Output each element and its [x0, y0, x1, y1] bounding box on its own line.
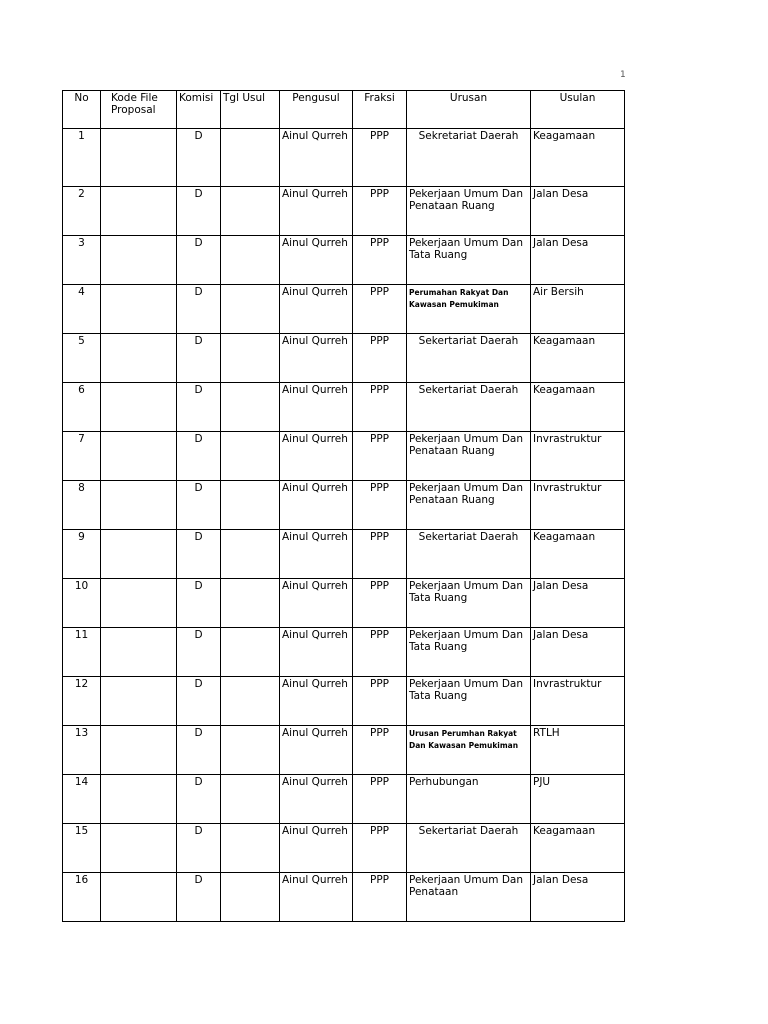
cell-pengusul-text: Ainul Qurreh [282, 629, 348, 641]
cell-fraksi-text: PPP [370, 384, 389, 396]
cell-no [63, 432, 101, 481]
cell-pengusul-text: Ainul Qurreh [282, 384, 348, 396]
cell-komisi [177, 628, 221, 677]
cell-usulan [531, 334, 625, 383]
cell-usulan [531, 873, 625, 922]
cell-no [63, 187, 101, 236]
cell-usulan [531, 677, 625, 726]
cell-urusan-text: Sekertariat Daerah [418, 825, 519, 837]
cell-fraksi [353, 873, 407, 922]
cell-usulan-text: Invrastruktur [533, 678, 602, 690]
cell-pengusul [280, 129, 353, 187]
cell-usulan-text: RTLH [533, 727, 560, 739]
cell-kode-file [101, 334, 177, 383]
cell-kode-file [101, 579, 177, 628]
cell-komisi-text: D [194, 776, 203, 788]
cell-pengusul [280, 530, 353, 579]
table-row [63, 677, 625, 726]
cell-fraksi [353, 285, 407, 334]
cell-urusan [407, 285, 531, 334]
cell-no-text: 13 [74, 727, 89, 739]
cell-usulan-text: Jalan Desa [533, 580, 589, 592]
cell-komisi [177, 775, 221, 824]
cell-pengusul-text: Ainul Qurreh [282, 482, 348, 494]
cell-no-text: 14 [74, 776, 89, 788]
cell-kode-file [101, 628, 177, 677]
cell-urusan-text: Sekertariat Daerah [418, 384, 519, 396]
cell-pengusul-text: Ainul Qurreh [282, 531, 348, 543]
cell-komisi-text: D [194, 188, 203, 200]
header-row [63, 91, 625, 129]
cell-urusan-text: Pekerjaan Umum Dan Tata Ruang [409, 580, 523, 604]
cell-urusan-text: Pekerjaan Umum Dan Tata Ruang [409, 237, 523, 261]
cell-kode-file [101, 677, 177, 726]
cell-pengusul [280, 383, 353, 432]
cell-pengusul-text: Ainul Qurreh [282, 776, 348, 788]
cell-fraksi-text: PPP [370, 286, 389, 298]
cell-kode-file [101, 129, 177, 187]
cell-tgl-usul [221, 236, 280, 285]
cell-pengusul-text: Ainul Qurreh [282, 237, 348, 249]
cell-komisi-text: D [194, 237, 203, 249]
cell-usulan [531, 481, 625, 530]
cell-urusan [407, 726, 531, 775]
cell-kode-file [101, 187, 177, 236]
cell-fraksi-text: PPP [370, 678, 389, 690]
cell-pengusul-text: Ainul Qurreh [282, 874, 348, 886]
cell-urusan [407, 677, 531, 726]
cell-fraksi-text: PPP [370, 335, 389, 347]
cell-fraksi-text: PPP [370, 874, 389, 886]
cell-urusan [407, 579, 531, 628]
table-row [63, 775, 625, 824]
cell-urusan [407, 383, 531, 432]
table-row [63, 530, 625, 579]
cell-pengusul [280, 236, 353, 285]
cell-usulan [531, 726, 625, 775]
header-usulan: Usulan [531, 91, 625, 129]
cell-fraksi [353, 129, 407, 187]
cell-tgl-usul [221, 775, 280, 824]
cell-komisi-text: D [194, 727, 203, 739]
cell-tgl-usul [221, 334, 280, 383]
cell-no [63, 530, 101, 579]
cell-usulan [531, 187, 625, 236]
cell-fraksi [353, 628, 407, 677]
cell-no-text: 11 [74, 629, 89, 641]
proposal-table [62, 90, 625, 922]
cell-urusan [407, 873, 531, 922]
cell-pengusul [280, 726, 353, 775]
cell-urusan-text: Pekerjaan Umum Dan Penataan Ruang [409, 433, 523, 457]
cell-urusan [407, 775, 531, 824]
cell-urusan-text: Perumahan Rakyat Dan Kawasan Pemukiman [409, 288, 509, 309]
cell-no [63, 236, 101, 285]
cell-pengusul [280, 677, 353, 726]
cell-pengusul [280, 824, 353, 873]
cell-usulan [531, 775, 625, 824]
cell-urusan [407, 129, 531, 187]
cell-komisi [177, 383, 221, 432]
cell-tgl-usul [221, 824, 280, 873]
cell-komisi [177, 481, 221, 530]
table-row [63, 824, 625, 873]
cell-fraksi [353, 432, 407, 481]
table-row [63, 579, 625, 628]
cell-no-text: 2 [78, 188, 85, 200]
cell-kode-file [101, 873, 177, 922]
cell-pengusul-text: Ainul Qurreh [282, 727, 348, 739]
table-row [63, 873, 625, 922]
cell-kode-file [101, 383, 177, 432]
cell-no [63, 628, 101, 677]
cell-komisi-text: D [194, 433, 203, 445]
cell-kode-file [101, 530, 177, 579]
table-row [63, 628, 625, 677]
cell-urusan-text: Urusan Perumhan Rakyat Dan Kawasan Pemukiman [409, 729, 519, 750]
cell-no-text: 16 [74, 874, 89, 886]
cell-no [63, 726, 101, 775]
cell-urusan-text: Pekerjaan Umum Dan Tata Ruang [409, 629, 523, 653]
cell-kode-file [101, 236, 177, 285]
cell-fraksi-text: PPP [370, 237, 389, 249]
cell-tgl-usul [221, 628, 280, 677]
cell-pengusul [280, 285, 353, 334]
cell-komisi [177, 579, 221, 628]
cell-urusan [407, 334, 531, 383]
cell-komisi [177, 873, 221, 922]
table-row [63, 481, 625, 530]
cell-urusan [407, 530, 531, 579]
cell-no-text: 6 [78, 384, 85, 396]
cell-fraksi [353, 383, 407, 432]
cell-pengusul-text: Ainul Qurreh [282, 433, 348, 445]
table-row [63, 236, 625, 285]
cell-no-text: 12 [74, 678, 89, 690]
cell-no-text: 1 [78, 130, 85, 142]
cell-usulan [531, 432, 625, 481]
cell-fraksi-text: PPP [370, 188, 389, 200]
cell-usulan-text: PJU [533, 776, 551, 788]
cell-pengusul [280, 187, 353, 236]
cell-urusan-text: Pekerjaan Umum Dan Tata Ruang [409, 678, 523, 702]
cell-komisi-text: D [194, 482, 203, 494]
cell-no-text: 10 [74, 580, 89, 592]
cell-urusan-text: Sekertariat Daerah [418, 335, 519, 347]
cell-fraksi-text: PPP [370, 531, 389, 543]
cell-usulan-text: Keagamaan [533, 531, 596, 543]
cell-fraksi-text: PPP [370, 130, 389, 142]
cell-komisi-text: D [194, 384, 203, 396]
cell-tgl-usul [221, 187, 280, 236]
cell-fraksi [353, 677, 407, 726]
cell-pengusul [280, 432, 353, 481]
cell-pengusul-text: Ainul Qurreh [282, 286, 348, 298]
cell-pengusul [280, 873, 353, 922]
table-row [63, 726, 625, 775]
cell-usulan-text: Invrastruktur [533, 433, 602, 445]
header-fraksi: Fraksi [353, 91, 407, 129]
cell-pengusul-text: Ainul Qurreh [282, 580, 348, 592]
cell-pengusul [280, 579, 353, 628]
cell-tgl-usul [221, 726, 280, 775]
cell-tgl-usul [221, 481, 280, 530]
table-row [63, 129, 625, 187]
cell-komisi [177, 530, 221, 579]
cell-urusan-text: Pekerjaan Umum Dan Penataan Ruang [409, 482, 523, 506]
table-row [63, 383, 625, 432]
cell-komisi-text: D [194, 531, 203, 543]
cell-pengusul [280, 334, 353, 383]
cell-fraksi [353, 726, 407, 775]
cell-fraksi [353, 530, 407, 579]
cell-pengusul-text: Ainul Qurreh [282, 188, 348, 200]
cell-no [63, 775, 101, 824]
cell-no [63, 579, 101, 628]
cell-no [63, 285, 101, 334]
cell-komisi-text: D [194, 580, 203, 592]
cell-pengusul-text: Ainul Qurreh [282, 335, 348, 347]
cell-fraksi-text: PPP [370, 629, 389, 641]
cell-no-text: 7 [78, 433, 85, 445]
cell-tgl-usul [221, 129, 280, 187]
cell-fraksi [353, 824, 407, 873]
cell-komisi [177, 726, 221, 775]
cell-no [63, 677, 101, 726]
cell-komisi-text: D [194, 825, 203, 837]
cell-urusan [407, 824, 531, 873]
cell-komisi-text: D [194, 678, 203, 690]
table-row [63, 285, 625, 334]
cell-no-text: 15 [74, 825, 89, 837]
header-pengusul: Pengusul [280, 91, 353, 129]
cell-no [63, 873, 101, 922]
cell-no [63, 481, 101, 530]
header-no: No [63, 91, 101, 129]
cell-pengusul [280, 481, 353, 530]
cell-kode-file [101, 432, 177, 481]
cell-fraksi-text: PPP [370, 776, 389, 788]
cell-usulan-text: Jalan Desa [533, 188, 589, 200]
cell-fraksi [353, 579, 407, 628]
cell-kode-file [101, 775, 177, 824]
cell-tgl-usul [221, 383, 280, 432]
cell-fraksi-text: PPP [370, 433, 389, 445]
cell-no-text: 8 [78, 482, 85, 494]
cell-no-text: 4 [78, 286, 85, 298]
cell-fraksi [353, 481, 407, 530]
cell-kode-file [101, 726, 177, 775]
cell-usulan [531, 628, 625, 677]
cell-usulan [531, 129, 625, 187]
cell-urusan [407, 481, 531, 530]
cell-komisi [177, 677, 221, 726]
cell-komisi-text: D [194, 335, 203, 347]
cell-komisi [177, 334, 221, 383]
cell-usulan [531, 236, 625, 285]
cell-usulan-text: Jalan Desa [533, 629, 589, 641]
cell-urusan-text: Pekerjaan Umum Dan Penataan Ruang [409, 188, 523, 212]
cell-urusan [407, 236, 531, 285]
cell-kode-file [101, 481, 177, 530]
header-kode-file-proposal: Kode File Proposal [101, 91, 177, 129]
cell-urusan [407, 187, 531, 236]
cell-no [63, 383, 101, 432]
cell-kode-file [101, 285, 177, 334]
cell-pengusul [280, 628, 353, 677]
cell-tgl-usul [221, 285, 280, 334]
cell-komisi [177, 285, 221, 334]
cell-usulan-text: Air Bersih [533, 286, 584, 298]
cell-pengusul-text: Ainul Qurreh [282, 678, 348, 690]
cell-komisi [177, 824, 221, 873]
cell-usulan-text: Jalan Desa [533, 874, 589, 886]
cell-tgl-usul [221, 579, 280, 628]
table-row [63, 432, 625, 481]
cell-fraksi-text: PPP [370, 727, 389, 739]
cell-usulan-text: Invrastruktur [533, 482, 602, 494]
cell-usulan-text: Keagamaan [533, 130, 596, 142]
header-urusan: Urusan [407, 91, 531, 129]
cell-pengusul-text: Ainul Qurreh [282, 130, 348, 142]
cell-urusan-text: Sekertariat Daerah [418, 531, 519, 543]
cell-urusan-text: Perhubungan [409, 776, 479, 788]
cell-komisi [177, 187, 221, 236]
cell-tgl-usul [221, 873, 280, 922]
cell-komisi-text: D [194, 629, 203, 641]
page-number: 1 [620, 70, 626, 80]
table-row [63, 334, 625, 383]
cell-usulan [531, 383, 625, 432]
cell-usulan [531, 824, 625, 873]
cell-komisi-text: D [194, 874, 203, 886]
cell-fraksi [353, 236, 407, 285]
cell-kode-file [101, 824, 177, 873]
header-komisi: Komisi [177, 91, 221, 129]
cell-usulan-text: Keagamaan [533, 825, 596, 837]
cell-usulan-text: Keagamaan [533, 335, 596, 347]
cell-komisi [177, 432, 221, 481]
cell-no [63, 824, 101, 873]
cell-tgl-usul [221, 530, 280, 579]
cell-pengusul [280, 775, 353, 824]
cell-no-text: 9 [78, 531, 85, 543]
cell-usulan [531, 285, 625, 334]
cell-no [63, 334, 101, 383]
cell-usulan [531, 530, 625, 579]
cell-usulan-text: Jalan Desa [533, 237, 589, 249]
cell-fraksi-text: PPP [370, 825, 389, 837]
table-row [63, 187, 625, 236]
cell-komisi [177, 129, 221, 187]
cell-usulan [531, 579, 625, 628]
cell-komisi-text: D [194, 286, 203, 298]
cell-no [63, 129, 101, 187]
cell-fraksi [353, 187, 407, 236]
cell-komisi [177, 236, 221, 285]
table-body [63, 129, 625, 922]
cell-tgl-usul [221, 432, 280, 481]
cell-fraksi-text: PPP [370, 482, 389, 494]
cell-no-text: 3 [78, 237, 85, 249]
cell-pengusul-text: Ainul Qurreh [282, 825, 348, 837]
cell-no-text: 5 [78, 335, 85, 347]
cell-urusan-text: Pekerjaan Umum Dan Penataan [409, 874, 523, 898]
cell-tgl-usul [221, 677, 280, 726]
cell-fraksi-text: PPP [370, 580, 389, 592]
header-tgl-usul: Tgl Usul [221, 91, 280, 129]
cell-urusan-text: Sekretariat Daerah [418, 130, 519, 142]
cell-komisi-text: D [194, 130, 203, 142]
cell-urusan [407, 628, 531, 677]
cell-usulan-text: Keagamaan [533, 384, 596, 396]
cell-urusan [407, 432, 531, 481]
cell-fraksi [353, 775, 407, 824]
cell-fraksi [353, 334, 407, 383]
